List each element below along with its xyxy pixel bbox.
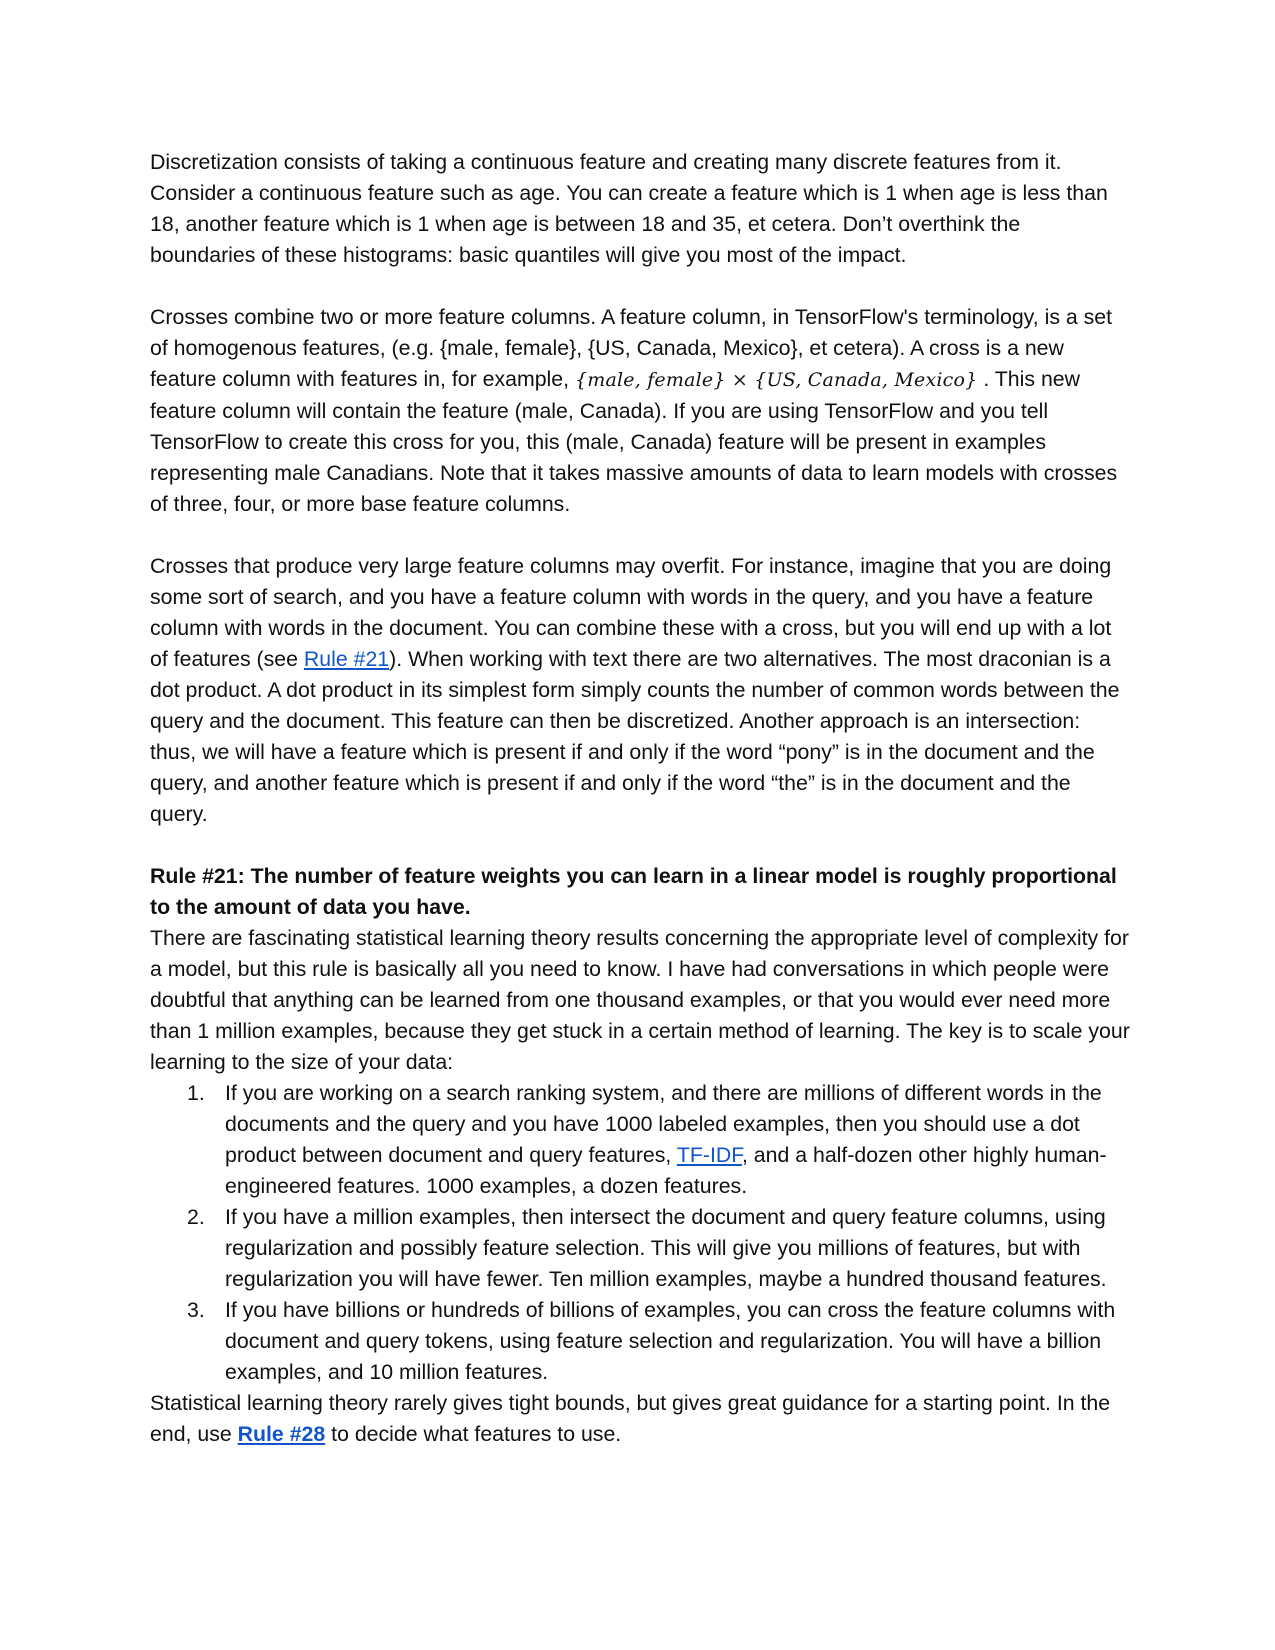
list-item-text-start: If you are working on a search ranking system, and there are millions of different words in the documents and the query and you have 1000 labeled examples, then you should use a dot product between document and query features, bbox=[225, 1081, 1102, 1167]
rule-21-link[interactable]: Rule #21 bbox=[303, 647, 390, 671]
cross-product-formula: {male, female} × {US, Canada, Mexico} bbox=[574, 369, 978, 391]
list-number: 3. bbox=[187, 1298, 205, 1322]
overfit-text-start: Crosses that produce very large feature columns may overfit. For instance, imagine that you are doing some sort of search, and you have a feature column with words in the query, and you have a feature column with words in the document. You can combine these with a cross, but you will end up with a lot of features (see bbox=[150, 554, 1112, 671]
rule-21-heading: Rule #21: The number of feature weights you can learn in a linear model is roughly proportional to the amount of data you have. bbox=[150, 864, 1117, 919]
list-item-text-end: , and a half-dozen other highly human-engineered features. 1000 examples, a dozen features. bbox=[225, 1143, 1107, 1198]
list-item bbox=[150, 1295, 1130, 1388]
document-page bbox=[150, 147, 1130, 1450]
paragraph-crosses bbox=[150, 302, 1130, 520]
tf-idf-link[interactable]: TF-IDF bbox=[676, 1143, 742, 1167]
crosses-text-end: . This new feature column will contain the feature (male, Canada). If you are using TensorFlow and you tell TensorFlow to create this cross for you, this (male, Canada) feature will be present in examples representing male Canadians. Note that it takes massive amounts of data to learn models with crosses of three, four, or more base feature columns. bbox=[150, 367, 1118, 516]
list-number: 2. bbox=[187, 1205, 205, 1229]
rule-28-link[interactable]: Rule #28 bbox=[237, 1422, 326, 1446]
rule-21-closing bbox=[150, 1388, 1130, 1450]
overfit-text-end: ). When working with text there are two alternatives. The most draconian is a dot product. A dot product in its simplest form simply counts the number of common words between the query and the document. This feature can then be discretized. Another approach is an intersection: thus, we will have a feature which is present if and only if the word “pony” is in the document and the query, and another feature which is present if and only if the word “the” is in the document and the query. bbox=[150, 647, 1120, 826]
list-item bbox=[150, 1078, 1130, 1202]
closing-text-start: Statistical learning theory rarely gives tight bounds, but gives great guidance for a starting point. In the end, use bbox=[150, 1391, 1111, 1446]
list-item-text: If you have a million examples, then intersect the document and query feature columns, using regularization and possibly feature selection. This will give you millions of features, but with regularization you will have fewer. Ten million examples, maybe a hundred thousand features. bbox=[225, 1205, 1107, 1291]
paragraph-discretization: Discretization consists of taking a continuous feature and creating many discrete features from it. Consider a continuous feature such as age. You can create a feature which is 1 when age is less than 18, another feature which is 1 when age is between 18 and 35, et cetera. Don’t overthink the boundaries of these histograms: basic quantiles will give you most of the impact. bbox=[150, 150, 1108, 267]
closing-text-end: to decide what features to use. bbox=[325, 1422, 622, 1446]
list-item bbox=[150, 1202, 1130, 1295]
paragraph-overfit bbox=[150, 551, 1130, 830]
crosses-text-start: Crosses combine two or more feature columns. A feature column, in TensorFlow's terminology, is a set of homogenous features, (e.g. {male, female}, {US, Canada, Mexico}, et cetera). A cross is a new feature column with features in, for example, bbox=[150, 305, 1113, 391]
list-item-text: If you have billions or hundreds of billions of examples, you can cross the feature columns with document and query tokens, using feature selection and regularization. You will have a billion examples, and 10 million features. bbox=[225, 1298, 1116, 1384]
rule-21-intro: There are fascinating statistical learning theory results concerning the appropriate level of complexity for a model, but this rule is basically all you need to know. I have had conversations in which people were doubtful that anything can be learned from one thousand examples, or that you would ever need more than 1 million examples, because they get stuck in a certain method of learning. The key is to scale your learning to the size of your data: bbox=[150, 926, 1130, 1074]
rule-21-list bbox=[150, 1078, 1130, 1388]
list-number: 1. bbox=[187, 1081, 205, 1105]
